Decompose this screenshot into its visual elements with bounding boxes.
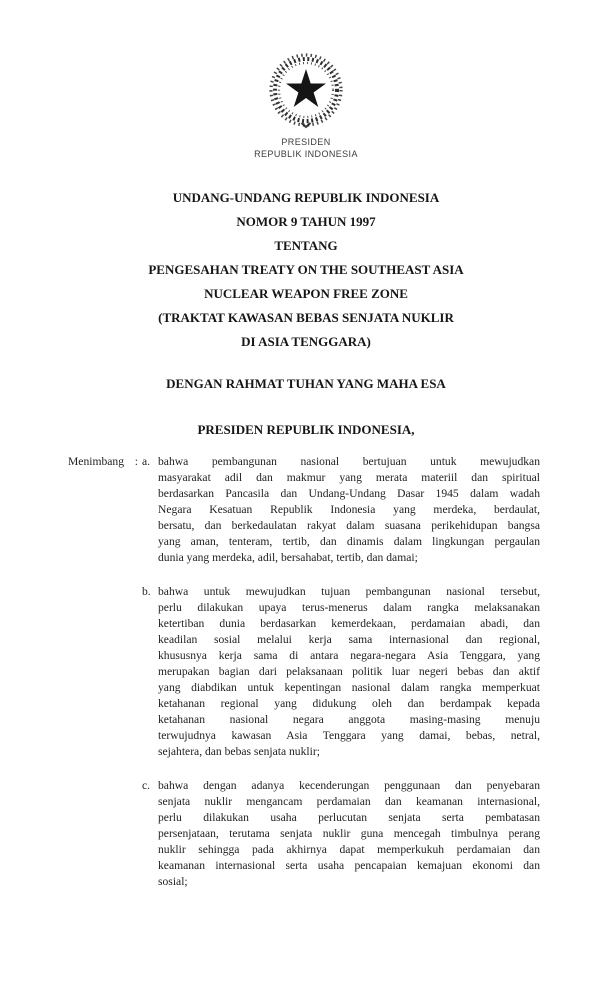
authority-line-presiden: PRESIDEN: [281, 137, 331, 147]
item-line: ketertiban dunia berdasarkan kemerdekaan, perdamaian abadi, dan: [158, 617, 540, 630]
considering-label-cell: [68, 454, 138, 890]
title-line: UNDANG-UNDANG REPUBLIK INDONESIA: [172, 190, 440, 205]
item-line: khususnya kerja sama di antara negara-negara Asia Tenggara, yang: [158, 649, 540, 662]
item-line: Negara Kesatuan Republik Indonesia yang merdeka, berdaulat,: [158, 503, 540, 516]
item-marker: a.: [142, 455, 151, 468]
item-line: yang diabdikan untuk kepentingan nasional dalam rangka memperkuat: [158, 681, 540, 694]
item-text: [158, 778, 540, 890]
considering-item: [142, 778, 540, 890]
title-line: NOMOR 9 TAHUN 1997: [236, 214, 376, 229]
invocation-motto: DENGAN RAHMAT TUHAN YANG MAHA ESA: [166, 376, 446, 391]
item-line: terwujudnya kawasan Asia Tenggara yang damai, bebas, netral,: [158, 729, 540, 742]
star-icon: [286, 69, 326, 107]
item-line: senjata nuklir mengancam perdamaian dan keamanan internasional,: [158, 795, 540, 808]
title-line: DI ASIA TENGGARA): [241, 334, 371, 349]
item-line: ketahanan regional yang didukung oleh dan berdampak kepada: [158, 697, 540, 710]
item-marker: c.: [142, 779, 151, 792]
item-text: [158, 584, 540, 760]
item-line: yang aman, tenteram, tertib, dan dinamis dalam lingkungan pergaulan: [158, 535, 540, 548]
item-line: bahwa dengan adanya kecenderungan penggunaan dan penyebaran: [158, 779, 540, 792]
title-line: TENTANG: [274, 238, 338, 253]
item-line: persenjataan, terutama senjata nuklir guna mencegah timbulnya perang: [158, 827, 540, 840]
title-line: (TRAKTAT KAWASAN BEBAS SENJATA NUKLIR: [158, 310, 454, 325]
item-line: keamanan internasional serta usaha pencapaian kemajuan ekonomi dan: [158, 859, 540, 872]
item-line: bersatu, dan berkedaulatan rakyat dalam suasana perikehidupan bangsa: [158, 519, 540, 532]
item-line: keadilan sosial melalui kerja sama internasional dan regional,: [158, 633, 540, 646]
item-line: sosial;: [158, 875, 188, 888]
considering-items: [142, 454, 540, 890]
item-line: merupakan bagian dari pelaksanaan politik luar negeri bebas dan aktif: [158, 665, 540, 678]
item-line: bahwa untuk mewujudkan tujuan pembangunan nasional tersebut,: [158, 585, 540, 598]
item-text: [158, 454, 540, 566]
item-line: nuklir sehingga pada akhirnya dapat memperkukuh perdamaian dan: [158, 843, 540, 856]
considering-item: [142, 584, 540, 760]
item-line: perlu dilakukan upaya terus-menerus dalam rangka melaksanakan: [158, 601, 540, 614]
considering-colon: :: [134, 455, 138, 468]
issuing-authority: [0, 137, 612, 160]
item-marker: b.: [142, 585, 151, 598]
item-line: perlu dilakukan usaha perlucutan senjata serta pembatasan: [158, 811, 540, 824]
star-in-wreath-icon: [263, 52, 349, 132]
document-title: [0, 186, 612, 354]
authority-line-republik-indonesia: REPUBLIK INDONESIA: [254, 148, 358, 159]
title-line: PENGESAHAN TREATY ON THE SOUTHEAST ASIA: [148, 262, 464, 277]
item-line: sejahtera, dan bebas senjata nuklir;: [158, 745, 320, 758]
preamble-heading: PRESIDEN REPUBLIK INDONESIA,: [197, 422, 415, 437]
item-line: dunia yang merdeka, adil, bersahabat, tertib, dan damai;: [158, 551, 418, 564]
item-line: bahwa pembangunan nasional bertujuan untuk mewujudkan: [158, 455, 540, 468]
presidential-emblem: [0, 52, 612, 132]
considering-section: [0, 454, 612, 890]
item-line: masyarakat adil dan makmur yang merata materiil dan spiritual: [158, 471, 540, 484]
title-line: NUCLEAR WEAPON FREE ZONE: [204, 286, 408, 301]
considering-label: Menimbang: [68, 455, 125, 468]
item-line: ketahanan nasional negara anggota masing-masing menuju: [158, 713, 540, 726]
considering-item: [142, 454, 540, 566]
item-line: berdasarkan Pancasila dan Undang-Undang Dasar 1945 dalam wadah: [158, 487, 540, 500]
